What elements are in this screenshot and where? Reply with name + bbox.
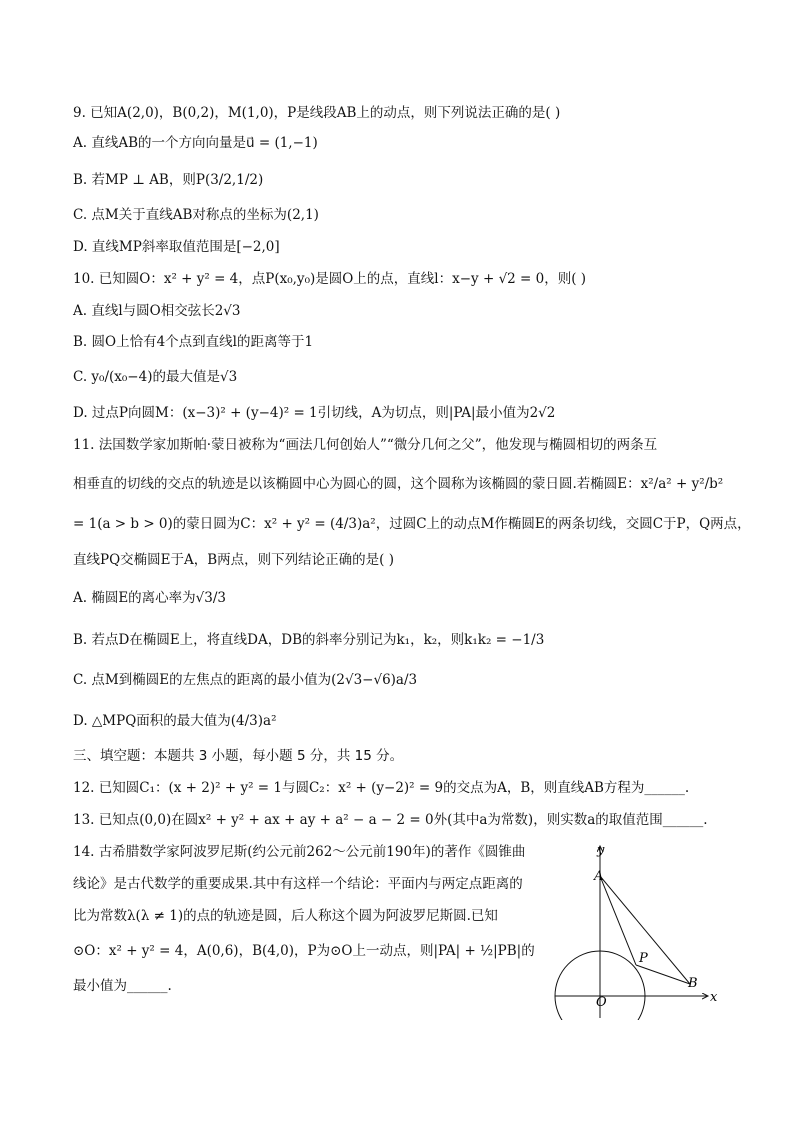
line-q11-3: = 1(a > b > 0)的蒙日圆为C：x² + y² = (4/3)a²，过圆C上的动点M作椭圆E的两条切线，交圆C于P，Q两点， bbox=[73, 516, 751, 532]
line-q14-1: 14. 古希腊数学家阿波罗尼斯(约公元前262～公元前190年)的著作《圆锥曲 bbox=[73, 844, 526, 860]
label-p: P bbox=[639, 951, 648, 966]
label-a: A bbox=[594, 869, 604, 884]
line-q11-4: 直线PQ交椭圆E于A，B两点，则下列结论正确的是( ) bbox=[73, 552, 395, 568]
line-q13: 13. 已知点(0,0)在圆x² + y² + ax + ay + a² − a − 2 = 0外(其中a为常数)，则实数a的取值范围______. bbox=[73, 812, 708, 828]
line-q11-2: 相垂直的切线的交点的轨迹是以该椭圆中心为圆心的圆，这个圆称为该椭圆的蒙日圆.若椭圆E：x²/a² + y²/b² bbox=[73, 476, 724, 492]
apollonius-figure bbox=[550, 840, 730, 1020]
line-q14-5: 最小值为______. bbox=[73, 978, 172, 994]
line-q9-a: A. 直线AB的一个方向向量是u⃗ = (1,−1) bbox=[73, 135, 318, 151]
section-heading-fill-in: 三、填空题：本题共 3 小题，每小题 5 分，共 15 分。 bbox=[73, 748, 404, 764]
label-x: x bbox=[710, 990, 718, 1005]
line-q14-3: 比为常数λ(λ ≠ 1)的点的轨迹是圆，后人称这个圆为阿波罗尼斯圆.已知 bbox=[73, 908, 498, 924]
line-q9: 9. 已知A(2,0)，B(0,2)，M(1,0)，P是线段AB上的动点，则下列说法正确的是( ) bbox=[73, 105, 561, 121]
label-b: B bbox=[688, 976, 698, 991]
line-q14-2: 线论》是古代数学的重要成果.其中有这样一个结论：平面内与两定点距离的 bbox=[73, 876, 523, 892]
line-q10-b: B. 圆O上恰有4个点到直线l的距离等于1 bbox=[73, 334, 314, 350]
line-q12: 12. 已知圆C₁：(x + 2)² + y² = 1与圆C₂：x² + (y−2)² = 9的交点为A，B，则直线AB方程为______. bbox=[73, 780, 690, 796]
line-q11-c: C. 点M到椭圆E的左焦点的距离的最小值为(2√3−√6)a/3 bbox=[73, 672, 418, 688]
line-q11-d: D. △MPQ面积的最大值为(4/3)a² bbox=[73, 713, 277, 729]
line-q9-b: B. 若MP ⊥ AB，则P(3/2,1/2) bbox=[73, 172, 264, 188]
line-q9-c: C. 点M关于直线AB对称点的坐标为(2,1) bbox=[73, 207, 319, 223]
line-q11-b: B. 若点D在椭圆E上，将直线DA，DB的斜率分别记为k₁，k₂，则k₁k₂ = −1/3 bbox=[73, 632, 545, 648]
line-q10-d: D. 过点P向圆M：(x−3)² + (y−4)² = 1引切线，A为切点，则|PA|最小值为2√2 bbox=[73, 405, 556, 421]
line-q10: 10. 已知圆O：x² + y² = 4，点P(x₀,y₀)是圆O上的点，直线l：x−y + √2 = 0，则( ) bbox=[73, 271, 587, 287]
line-q10-a: A. 直线l与圆O相交弦长2√3 bbox=[73, 303, 241, 319]
label-o: O bbox=[596, 995, 607, 1010]
line-q9-d: D. 直线MP斜率取值范围是[−2,0] bbox=[73, 239, 280, 255]
line-q11-1: 11. 法国数学家加斯帕·蒙日被称为“画法几何创始人”“微分几何之父”，他发现与椭圆相切的两条互 bbox=[73, 437, 658, 453]
label-y: y bbox=[597, 843, 605, 858]
line-q14-4: ⊙O：x² + y² = 4，A(0,6)，B(4,0)，P为⊙O上一动点，则|PA| + ½|PB|的 bbox=[73, 943, 535, 959]
line-q10-c: C. y₀/(x₀−4)的最大值是√3 bbox=[73, 369, 238, 385]
line-q11-a: A. 椭圆E的离心率为√3/3 bbox=[73, 590, 227, 606]
